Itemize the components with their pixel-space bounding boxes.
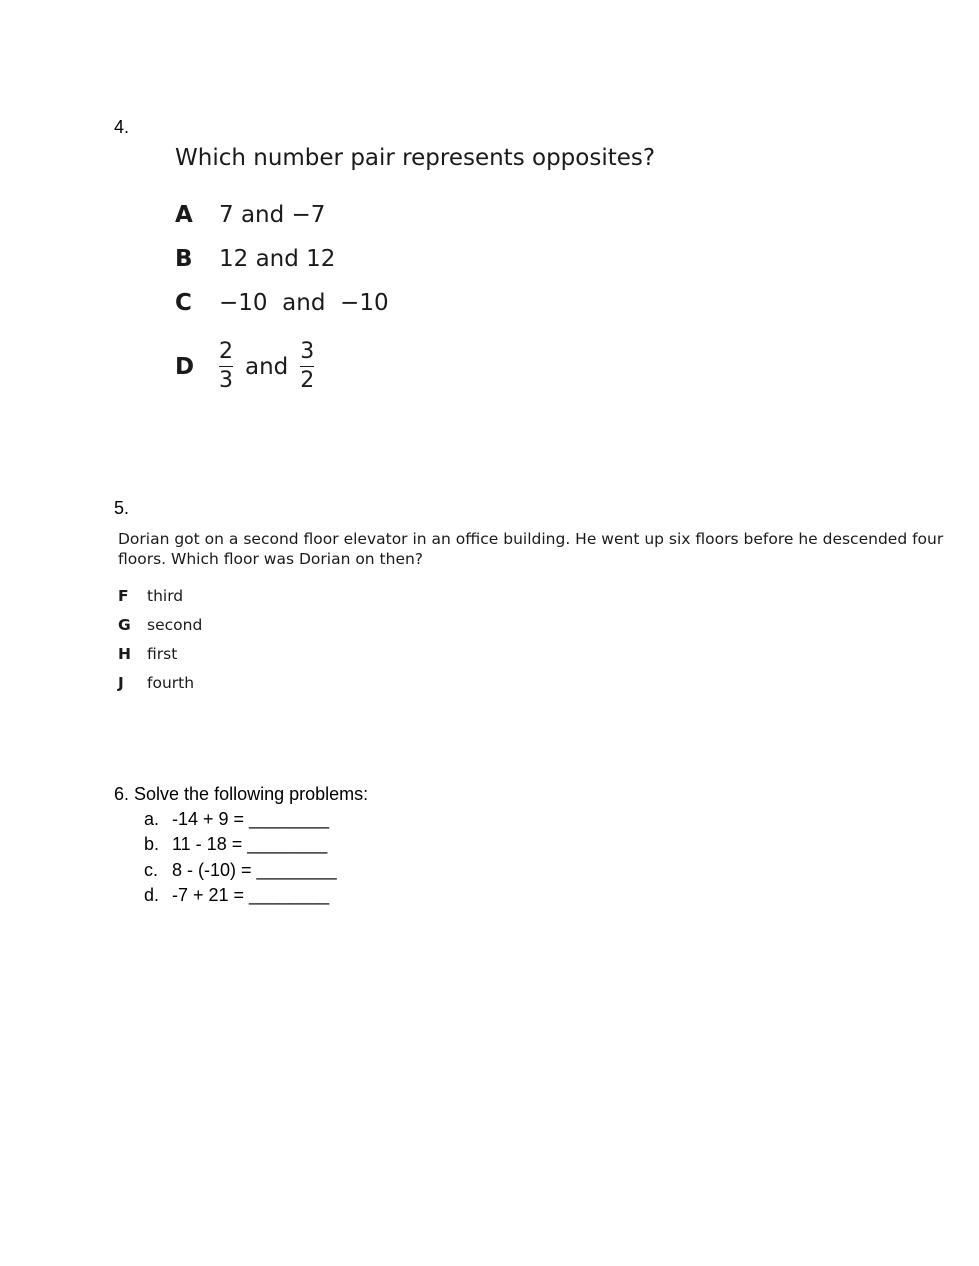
option-letter: C (175, 290, 192, 316)
option-text: and (245, 353, 289, 380)
problem-c (144, 860, 337, 881)
fraction-numerator: 3 (300, 339, 315, 364)
option-letter: G (118, 616, 131, 634)
option-letter: H (118, 645, 131, 663)
question-6-title: 6. Solve the following problems: (114, 784, 369, 804)
question-5-number: 5. (114, 498, 130, 518)
fraction-bar (219, 366, 233, 367)
option-f (118, 587, 183, 605)
question-4-number: 4. (114, 117, 130, 137)
option-g (118, 616, 202, 634)
fraction-two-thirds (219, 340, 233, 393)
problem-expression: -7 + 21 = ________ (172, 885, 330, 905)
option-text: fourth (147, 674, 195, 692)
option-text: first (147, 645, 178, 663)
option-letter: A (175, 202, 193, 228)
problem-expression: 8 - (-10) = ________ (172, 860, 337, 880)
option-j (118, 674, 194, 692)
question-5-stem: Dorian got on a second floor elevator in an office building. He went up six floors before he descended four floors. Which floor was Dorian on then? (118, 530, 944, 568)
option-text: −10 and −10 (219, 290, 389, 316)
fraction-denominator: 3 (219, 368, 233, 393)
option-letter: J (118, 674, 124, 692)
problem-label: a. (144, 809, 160, 829)
option-a (175, 202, 325, 228)
option-text: second (147, 616, 203, 634)
option-letter: D (175, 353, 195, 380)
fraction-numerator: 2 (219, 339, 233, 364)
option-text: 7 and −7 (219, 202, 326, 228)
fraction-bar (300, 366, 314, 367)
problem-label: b. (144, 834, 160, 854)
fraction-denominator: 2 (300, 368, 315, 393)
problem-d (144, 885, 329, 906)
option-text: third (147, 587, 184, 605)
option-h (118, 645, 177, 663)
option-c (175, 290, 389, 316)
option-text: 12 and 12 (219, 246, 336, 272)
option-d (175, 340, 314, 393)
problem-expression: -14 + 9 = ________ (172, 809, 330, 829)
option-b (175, 246, 335, 272)
problem-expression: 11 - 18 = ________ (172, 834, 328, 854)
fraction-three-halves (300, 340, 314, 393)
option-letter: B (175, 246, 193, 272)
problem-label: d. (144, 885, 160, 905)
problem-b (144, 834, 327, 855)
problem-a (144, 809, 329, 830)
option-letter: F (118, 587, 129, 605)
question-4-stem: Which number pair represents opposites? (175, 145, 656, 171)
problem-label: c. (144, 860, 159, 880)
